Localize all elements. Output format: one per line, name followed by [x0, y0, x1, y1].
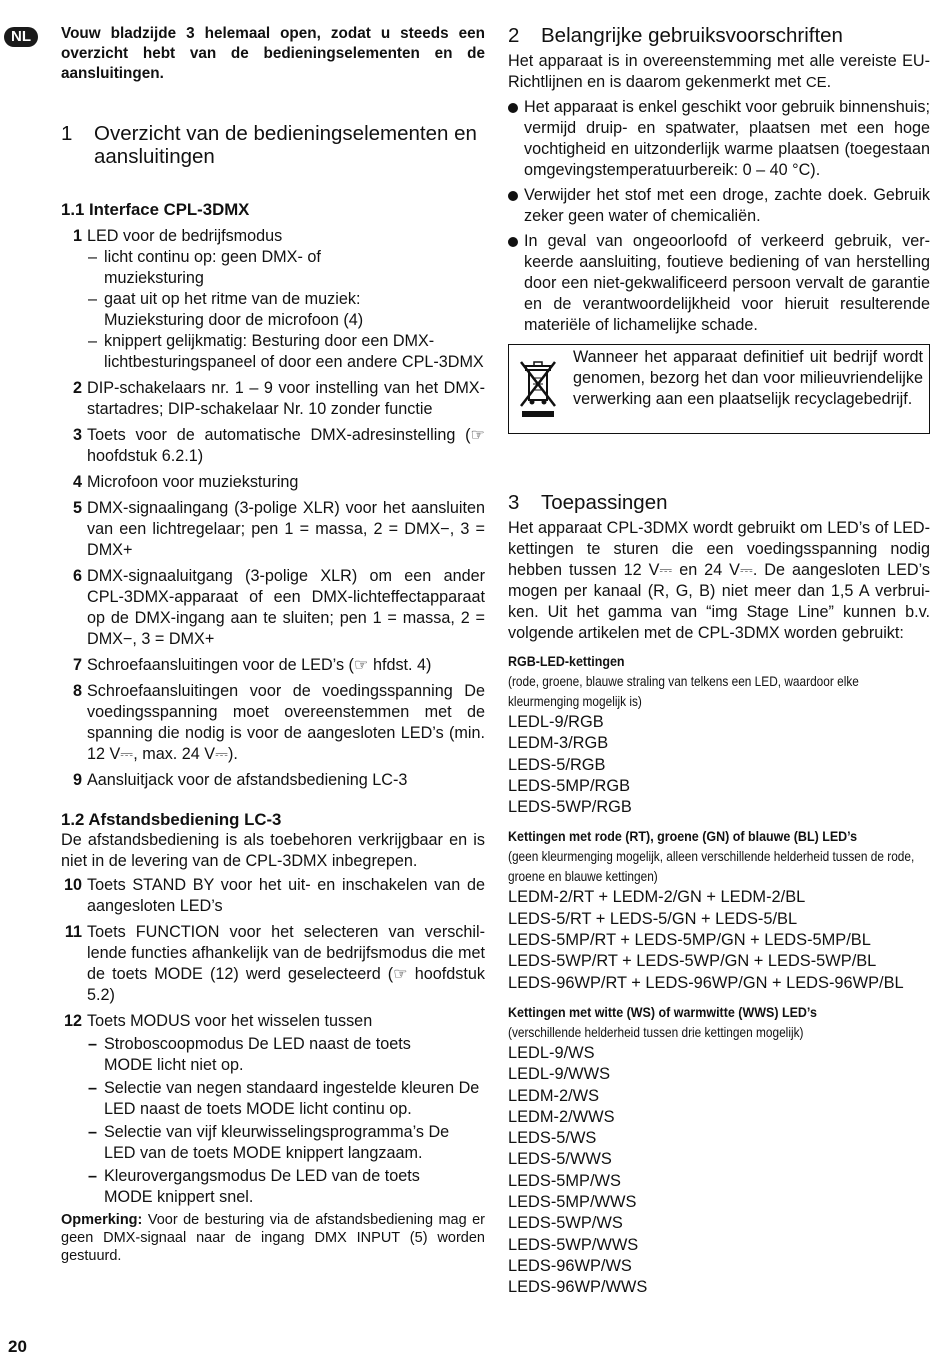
item-text: Schroefaansluitingen voor de LED’s (☞ hfdst. 4): [87, 656, 432, 674]
product-item: LEDL-9/WS: [508, 1043, 595, 1062]
section-2-heading: [508, 24, 930, 47]
crossed-bin-icon: [509, 345, 566, 433]
product-item: LEDS-5WP/RT + LEDS-5WP/GN + LEDS-5WP/BL: [508, 952, 877, 971]
list-item: 7 Schroefaansluitingen voor de LED’s (☞ hfdst. 4): [72, 656, 432, 674]
safety-list: [508, 97, 930, 336]
list-item: 6 DMX-signaaluitgang (3-polige XLR) om een ander CPL-3DMX-apparaat of een DMX-lichteffectapparaat op de DMX-ingang aan te sluiten; pen 1 = massa, 2 = DMX−, 3 = DMX+: [72, 567, 485, 648]
product-item: LEDS-96WP/RT + LEDS-96WP/GN + LEDS-96WP/BL: [508, 973, 904, 992]
remark: [61, 1211, 485, 1265]
product-item: LEDL-9/WWS: [508, 1065, 611, 1084]
bullet-icon: [508, 103, 518, 113]
section-3-heading: [508, 491, 930, 514]
list-item: 2 DIP-schakelaars nr. 1 – 9 voor instelling van het DMX-startadres; DIP-schakelaar Nr. 10 zonder functie: [72, 379, 485, 418]
section-3-text: Het apparaat CPL-3DMX wordt gebruikt om LED’s of LED-kettingen te sturen die een voedingsspanning nodig hebben tussen 12 V⎓ en 24 V⎓. De aangesloten LED’s mogen per kanaal (R, G, B) niet meer dan 1,5 A verbruiken. Uit het gamma van “img Stage Line” kunnen b.v. volgende artikelen met de CPL-3DMX worden gebruikt:: [508, 519, 930, 642]
product-item: LEDS-5/WWS: [508, 1150, 612, 1169]
item-text: Microfoon voor muzieksturing: [87, 473, 299, 491]
product-item: LEDS-96WP/WWS: [508, 1278, 648, 1297]
item-text: DIP-schakelaars nr. 1 – 9 voor instelling van het DMX-startadres; DIP-schakelaar Nr. 10 zonder functie: [87, 379, 485, 418]
category-white-list: [508, 1043, 930, 1299]
sub-item: – gaat uit op het ritme van de muziek: Muzieksturing door de microfoon (4): [61, 289, 485, 331]
sub-text: Selectie van negen standaard ingestelde kleuren De LED naast de toets MODE licht continu op.: [104, 1079, 480, 1118]
product-item: LEDS-96WP/WS: [508, 1256, 632, 1275]
right-column: [508, 24, 930, 1299]
sub-item: – Kleurovergangsmodus De LED van de toets MODE knippert snel.: [61, 1166, 485, 1208]
list-item: 4 Microfoon voor muzieksturing: [72, 473, 299, 491]
section-1-heading: [61, 122, 485, 168]
section-number: 2: [508, 24, 520, 47]
category-color-desc: (geen kleurmenging mogelijk, alleen verschillende helderheid tussen de rode, groene en blauwe kettingen): [508, 849, 915, 885]
item-text: Toets MODUS voor het wisselen tussen: [87, 1012, 373, 1030]
section-1-1-heading: 1.1 Interface CPL-3DMX: [61, 200, 250, 219]
conformity-text: Het apparaat is in overeenstemming met alle vereiste EU-Richtlijnen en is daarom gekenmerkt met: [508, 52, 930, 91]
sub-text: Stroboscoopmodus De LED naast de toets MODE licht niet op.: [104, 1035, 411, 1074]
disposal-box: [508, 344, 930, 434]
product-item: LEDS-5MP/RGB: [508, 776, 631, 795]
product-item: LEDM-2/RT + LEDM-2/GN + LEDM-2/BL: [508, 888, 806, 907]
sub-item: – Stroboscoopmodus De LED naast de toets MODE licht niet op.: [61, 1034, 485, 1076]
bullet-text: Het apparaat is enkel geschikt voor gebruik binnenshuis; vermijd druip- en spatwater, plaatsen met een hoge vochtigheid en uitzonderlijk warme plaatsen (toegestaan omgevingstemperatuurbereik: 0 – 40 °C).: [524, 98, 930, 179]
item-text: Toets FUNCTION voor het selecteren van verschillende functies afhankelijk van de bedrijfsmodus die met de toets MODE (12) werd geselecteerd (☞ hoofdstuk 5.2): [87, 923, 485, 1004]
bullet-icon: [508, 191, 518, 201]
item-text: DMX-signaalingang (3-polige XLR) voor het aansluiten van een lichtregelaar; pen 1 = massa, 2 = DMX−, 3 = DMX+: [87, 499, 485, 559]
product-item: LEDL-9/RGB: [508, 713, 604, 731]
category-rgb-desc: (rode, groene, blauwe straling van telkens een LED, waardoor elke kleurmenging mogelijk is): [508, 674, 859, 709]
left-column: [61, 24, 485, 1265]
bullet-text: Verwijder het stof met een droge, zachte doek. Gebruik zeker geen water of chemicaliën.: [524, 186, 930, 225]
language-badge: NL: [4, 27, 38, 47]
sub-text: gaat uit op het ritme van de muziek: Muzieksturing door de microfoon (4): [104, 290, 364, 329]
product-item: LEDM-2/WS: [508, 1086, 600, 1105]
ce-mark: CE: [805, 74, 827, 91]
category-rgb-title: RGB-LED-kettingen: [508, 654, 625, 670]
sub-text: Kleurovergangsmodus De LED van de toets MODE knippert snel.: [104, 1167, 420, 1206]
sub-item: – licht continu op: geen DMX- of muzieksturing: [61, 247, 485, 289]
section-title: Overzicht van de bedieningselementen en aansluitingen: [94, 122, 477, 168]
sub-text: knippert gelijkmatig: Besturing door een DMX-lichtbesturingspaneel of door een andere CPL-3DMX: [104, 332, 484, 371]
product-item: LEDS-5MP/RT + LEDS-5MP/GN + LEDS-5MP/BL: [508, 931, 871, 950]
page-number: 20: [8, 1337, 27, 1356]
section-number: 1: [61, 122, 73, 145]
item-list-1-1: [61, 226, 485, 791]
remark-text: Voor de besturing via de afstandsbediening mag er geen DMX-signaal naar de ingang DMX INPUT (5) worden gestuurd.: [61, 1212, 486, 1264]
category-rgb-list: [508, 712, 930, 818]
bullet-item: [508, 97, 930, 181]
product-item: LEDM-2/WWS: [508, 1107, 615, 1126]
section-1-2-text: De afstandsbediening is als toebehoren verkrijgbaar en is niet in de levering van de CPL-3DMX inbegrepen.: [61, 831, 485, 870]
section-title: Toepassingen: [541, 491, 668, 514]
disposal-text: Wanneer het apparaat definitief uit bedrijf wordt genomen, bezorg het dan voor milieuvriendelijke verwerking aan een plaatselijk recyclagebedrijf.: [573, 348, 923, 408]
sub-item: – Selectie van vijf kleurwisselingsprogramma’s De LED van de toets MODE knippert langzaam.: [61, 1122, 485, 1164]
item-text: Toets voor de automatische DMX-adresinstelling (☞ hoofdstuk 6.2.1): [87, 426, 485, 465]
list-item: 5 DMX-signaalingang (3-polige XLR) voor het aansluiten van een lichtregelaar; pen 1 = massa, 2 = DMX−, 3 = DMX+: [72, 499, 485, 559]
list-item: 1 LED voor de bedrijfsmodus: [72, 227, 283, 245]
intro-text: Vouw bladzijde 3 helemaal open, zodat u steeds een overzicht hebt van de bedieningselementen en de aansluitingen.: [61, 25, 485, 82]
category-color-list: [508, 887, 930, 993]
item-text: Schroefaansluitingen voor de voedingsspanning De voedingsspanning moet overeenstemmen met de spanning die nodig is voor de aangesloten LED’s (min. 12 V⎓, max. 24 V⎓).: [87, 682, 485, 763]
remark-label: Opmerking:: [61, 1212, 143, 1228]
product-item: LEDM-3/RGB: [508, 734, 609, 753]
product-item: LEDS-5MP/WWS: [508, 1193, 637, 1212]
list-item: 8 Schroefaansluitingen voor de voedingsspanning De voedingsspanning moet overeenstemmen met de spanning die nodig is voor de aangesloten LED’s (min. 12 V⎓, max. 24 V⎓).: [72, 682, 485, 763]
section-title: Belangrijke gebruiksvoorschriften: [541, 24, 843, 47]
list-item: 10 Toets STAND BY voor het uit- en inschakelen van de aangesloten LED’s: [63, 876, 485, 915]
bullet-item: [508, 231, 930, 336]
item-text: Aansluitjack voor de afstandsbediening LC-3: [87, 771, 408, 789]
section-number: 3: [508, 491, 520, 514]
list-item: 12 Toets MODUS voor het wisselen tussen: [63, 1012, 373, 1030]
product-item: LEDS-5WP/WS: [508, 1214, 623, 1233]
bullet-item: [508, 185, 930, 227]
sub-text: licht continu op: geen DMX- of muzieksturing: [104, 248, 321, 287]
product-item: LEDS-5MP/WS: [508, 1171, 621, 1190]
section-1-2-heading: 1.2 Afstandsbediening LC-3: [61, 810, 282, 829]
category-white-desc: (verschillende helderheid tussen drie kettingen mogelijk): [508, 1024, 804, 1040]
bullet-text: In geval van ongeoorloofd of verkeerd gebruik, verkeerde aansluiting, foutieve bediening of van herstelling door een niet-gekwalificeerd persoon vervalt de garantie en de verantwoordelijkheid voor hieruit resulterende materiële of lichamelijke schade.: [524, 232, 930, 334]
item-text: DMX-signaaluitgang (3-polige XLR) om een ander CPL-3DMX-apparaat of een DMX-lichteffectapparaat op de DMX-ingang aan te sluiten; pen 1 = massa, 2 = DMX−, 3 = DMX+: [87, 567, 485, 648]
list-item: 9 Aansluitjack voor de afstandsbediening LC-3: [72, 771, 408, 789]
sub-item: – Selectie van negen standaard ingestelde kleuren De LED naast de toets MODE licht continu op.: [61, 1078, 485, 1120]
list-item: 11 Toets FUNCTION voor het selecteren van verschillende functies afhankelijk van de bedrijfsmodus die met de toets MODE (12) werd geselecteerd (☞ hoofdstuk 5.2): [64, 923, 485, 1004]
category-white-title: Kettingen met witte (WS) of warmwitte (WWS) LED’s: [508, 1004, 817, 1021]
list-item: 3 Toets voor de automatische DMX-adresinstelling (☞ hoofdstuk 6.2.1): [72, 426, 485, 465]
item-text: LED voor de bedrijfsmodus: [87, 227, 283, 245]
product-item: LEDS-5/RT + LEDS-5/GN + LEDS-5/BL: [508, 909, 798, 928]
category-color-title: Kettingen met rode (RT), groene (GN) of blauwe (BL) LED’s: [508, 829, 858, 846]
product-item: LEDS-5/WS: [508, 1129, 597, 1148]
sub-item: – knippert gelijkmatig: Besturing door een DMX-lichtbesturingspaneel of door een andere CPL-3DMX: [88, 332, 484, 371]
bullet-icon: [508, 237, 518, 247]
item-text: Toets STAND BY voor het uit- en inschakelen van de aangesloten LED’s: [87, 876, 485, 915]
product-item: LEDS-5WP/RGB: [508, 798, 632, 817]
item-list-1-2: [61, 875, 485, 1208]
product-item: LEDS-5WP/WWS: [508, 1235, 639, 1254]
product-item: LEDS-5/RGB: [508, 755, 606, 774]
sub-text: Selectie van vijf kleurwisselingsprogramma’s De LED van de toets MODE knippert langzaam.: [104, 1123, 450, 1162]
section-2-text: Het apparaat is in overeenstemming met alle vereiste EU-Richtlijnen en is daarom gekenmerkt met CE.: [508, 52, 930, 91]
